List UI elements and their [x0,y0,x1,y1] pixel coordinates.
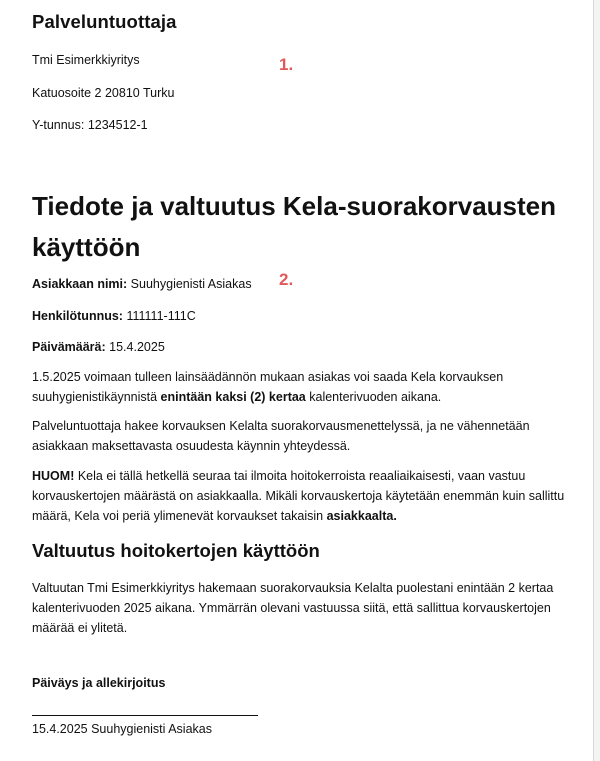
info-p3-bold-end: asiakkaalta. [326,509,397,523]
info-p1-bold: enintään kaksi (2) kertaa [160,390,306,404]
provider-name: Tmi Esimerkkiyritys [32,53,140,67]
annotation-marker-1: 1. [279,55,294,74]
document-title: Tiedote ja valtuutus Kela-suorakorvausten käyttöön [32,191,556,262]
client-date-row [32,340,165,354]
info-paragraph-3 [32,466,577,526]
provider-business-id: Y-tunnus: 1234512-1 [32,118,148,132]
info-p1-end: kalenterivuoden aikana. [305,390,442,404]
client-name-value: Suuhygienisti Asiakas [130,277,252,291]
signature-value: 15.4.2025 Suuhygienisti Asiakas [32,722,212,736]
client-ssn-label: Henkilötunnus: [32,309,123,323]
info-paragraph-2: Palveluntuottaja hakee korvauksen Kelalta suorakorvausmenettelyssä, ja ne vähennetään asiakkaan maksettavasta osuudesta käynnin yhteydessä. [32,419,530,453]
client-name-label: Asiakkaan nimi: [32,277,128,291]
client-ssn-row [32,309,196,323]
page-edge [593,0,600,761]
client-ssn-value: 111111-111C [126,309,196,323]
annotation-marker-2: 2. [279,270,294,289]
info-p3-notice: HUOM! [32,469,75,483]
client-date-label: Päivämäärä: [32,340,106,354]
info-p1-start: 1.5.2025 voimaan tulleen lainsäädännön mukaan asiakas voi saada Kela korvauksen suuhygienistikäynnistä [32,370,504,404]
info-p3-text: Kela ei tällä hetkellä seuraa tai ilmoita hoitokerroista reaaliaikaisesti, vaan vastuu korvauskertojen määrästä on asiakkaalla. Mikäli korvauskertoja käytetään enemmän kuin sallittu määrä, Kela voi periä ylimenevät korvaukset takaisin [32,469,565,523]
provider-address: Katuosoite 2 20810 Turku [32,86,175,100]
info-paragraph-1 [32,367,577,407]
authorization-heading: Valtuutus hoitokertojen käyttöön [32,540,320,561]
provider-heading: Palveluntuottaja [32,11,177,32]
signature-label: Päiväys ja allekirjoitus [32,676,166,690]
client-name-row [32,277,252,291]
authorization-text: Valtuutan Tmi Esimerkkiyritys hakemaan suorakorvauksia Kelalta puolestani enintään 2 kertaa kalenterivuoden 2025 aikana. Ymmärrän olevani vastuussa siitä, että sallittua korvauskertojen määrää ei ylitetä. [32,581,554,635]
signature-line [32,715,258,716]
client-date-value: 15.4.2025 [109,340,165,354]
